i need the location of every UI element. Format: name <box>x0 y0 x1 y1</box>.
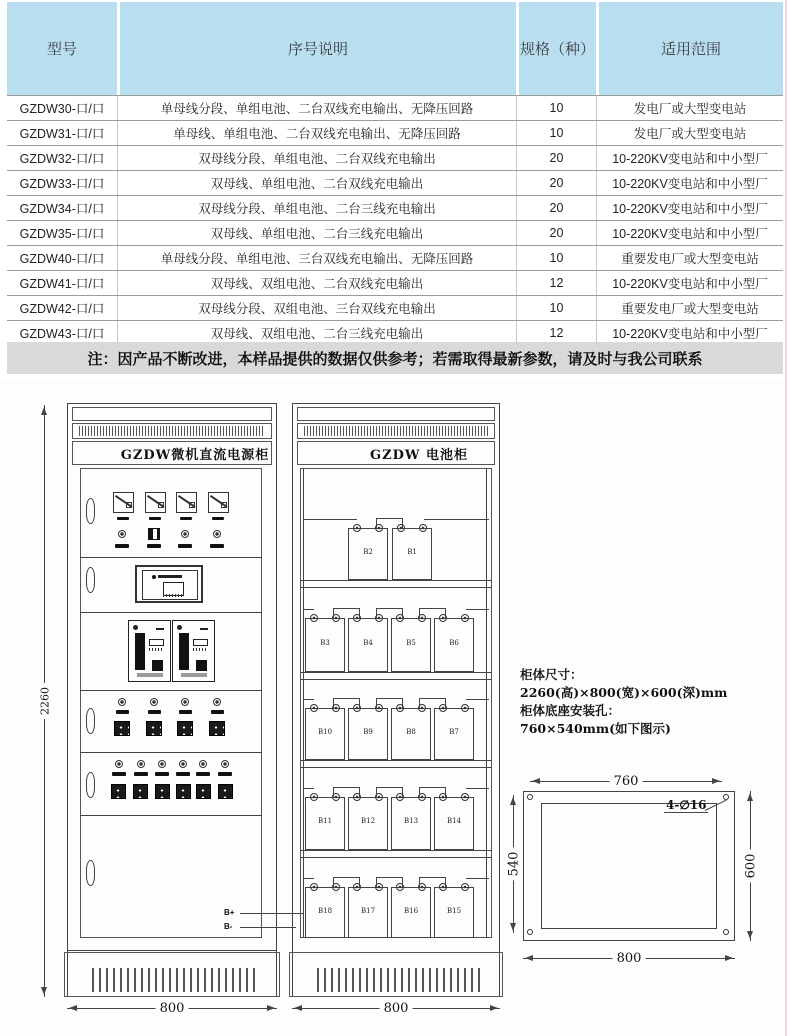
battery-row <box>300 694 492 760</box>
wire-stub <box>466 788 489 789</box>
power-cabinet-vent-grille <box>72 423 272 439</box>
table-row <box>7 220 783 245</box>
battery <box>392 528 432 580</box>
battery-terminal-icon <box>461 793 469 801</box>
indicator-light-icon <box>181 698 189 706</box>
battery-terminal-icon <box>439 793 447 801</box>
battery-shelf <box>300 760 492 768</box>
technical-drawing <box>0 380 790 1036</box>
range-cell: 10-220KV变电站和中小型厂 <box>596 271 783 295</box>
meter-label-bar <box>117 517 129 520</box>
battery <box>348 618 388 672</box>
battery <box>391 618 431 672</box>
indicator-light-icon <box>137 760 145 768</box>
module-display <box>149 639 164 646</box>
label-bar <box>218 772 232 776</box>
battery <box>391 797 431 850</box>
circuit-breaker-icon <box>133 784 148 799</box>
battery-terminal-icon <box>397 524 405 532</box>
battery-label: B12 <box>360 817 376 826</box>
spec-table-header <box>7 2 783 95</box>
label-bar <box>134 772 148 776</box>
desc-cell: 单母线、单组电池、二台双线充电输出、无降压回路 <box>117 121 516 145</box>
table-row <box>7 170 783 195</box>
module-display <box>193 639 208 646</box>
module-block <box>196 660 207 671</box>
range-cell: 10-220KV变电站和中小型厂 <box>596 321 783 345</box>
module-footer-bar <box>181 673 207 677</box>
battery-terminal-icon <box>310 883 318 891</box>
meter-label-bar <box>149 517 161 520</box>
desc-cell: 双母线、单组电池、二台三线充电输出 <box>117 221 516 245</box>
spec-cell: 10 <box>516 296 596 320</box>
monitor-keys <box>163 594 183 597</box>
battery <box>391 708 431 760</box>
wire-stub <box>466 699 489 700</box>
module-heatsink <box>135 633 145 670</box>
terminal-neg-label: B- <box>224 922 233 931</box>
wire-stub <box>466 878 489 879</box>
model-cell: GZDW30-口/口 <box>19 102 105 116</box>
battery-terminal-icon <box>396 614 404 622</box>
spec-cell: 12 <box>516 271 596 295</box>
label-bar <box>210 544 224 548</box>
battery-terminal-icon <box>396 883 404 891</box>
label-bar <box>178 544 192 548</box>
label-bar <box>155 772 169 776</box>
model-cell: GZDW33-口/口 <box>19 177 105 191</box>
base-vent-slats <box>85 966 259 994</box>
range-cell: 重要发电厂或大型变电站 <box>596 296 783 320</box>
battery-terminal-icon <box>419 524 427 532</box>
mount-dim-top-label: 760 <box>610 774 643 789</box>
panel-divider <box>80 815 262 816</box>
label-bar <box>148 710 161 714</box>
analog-meter-icon <box>176 492 197 513</box>
table-row <box>7 270 783 295</box>
battery-terminal-icon <box>310 614 318 622</box>
range-cell: 发电厂或大型变电站 <box>596 121 783 145</box>
width-dimension-left <box>67 1000 277 1016</box>
header-range: 适用范围 <box>596 2 783 95</box>
height-dim-label: 2260 <box>39 683 52 719</box>
battery <box>434 708 474 760</box>
header-description: 序号说明 <box>117 2 516 95</box>
battery-terminal-icon <box>461 614 469 622</box>
model-cell: GZDW43-口/口 <box>19 327 105 341</box>
height-dimension <box>38 405 52 997</box>
battery <box>305 887 345 938</box>
table-row <box>7 95 783 120</box>
module-block <box>152 660 163 671</box>
battery-terminal-icon <box>353 793 361 801</box>
desc-cell: 单母线分段、单组电池、三台双线充电输出、无降压回路 <box>117 246 516 270</box>
battery-terminal-icon <box>396 704 404 712</box>
desc-cell: 双母线分段、单组电池、二台三线充电输出 <box>117 196 516 220</box>
spec-cell: 12 <box>516 321 596 345</box>
indicator-light-icon <box>118 530 126 538</box>
indicator-light-icon <box>118 698 126 706</box>
circuit-breaker-icon <box>209 721 225 736</box>
spec-cell: 10 <box>516 121 596 145</box>
desc-cell: 双母线分段、单组电池、二台双线充电输出 <box>117 146 516 170</box>
battery <box>305 618 345 672</box>
wire-stub <box>303 519 357 520</box>
battery-terminal-icon <box>439 704 447 712</box>
circuit-breaker-icon <box>196 784 211 799</box>
label-bar <box>116 710 129 714</box>
mount-dim-bottom <box>523 950 735 966</box>
wire-stub <box>424 519 489 520</box>
mount-dim-top <box>530 773 722 789</box>
cabinet-specs-text <box>520 666 727 738</box>
battery <box>391 887 431 938</box>
battery <box>434 797 474 850</box>
label-bar <box>112 772 126 776</box>
range-cell: 发电厂或大型变电站 <box>596 96 783 120</box>
mount-hole <box>723 929 729 935</box>
battery-label: B2 <box>363 548 373 556</box>
spec-cell: 10 <box>516 246 596 270</box>
battery-terminal-icon <box>461 883 469 891</box>
meter-label-bar <box>212 517 224 520</box>
label-bar <box>115 544 129 548</box>
battery-label: B13 <box>403 817 419 826</box>
battery <box>434 618 474 672</box>
spec-cell: 20 <box>516 146 596 170</box>
model-cell: GZDW34-口/口 <box>19 202 105 216</box>
battery-label: B5 <box>406 638 416 647</box>
mount-dim-right <box>743 791 759 941</box>
battery-label: B3 <box>320 638 330 647</box>
power-cabinet-top-strip <box>72 407 272 421</box>
battery-terminal-icon <box>353 704 361 712</box>
battery-label: B18 <box>317 906 333 915</box>
label-bar <box>211 710 224 714</box>
battery-shelf <box>300 850 492 858</box>
module-buttons <box>193 648 208 651</box>
mount-dim-left-label: 540 <box>507 848 522 881</box>
model-cell: GZDW35-口/口 <box>19 227 105 241</box>
module-dash <box>200 628 208 630</box>
circuit-breaker-icon <box>111 784 126 799</box>
wire-stub <box>466 609 489 610</box>
indicator-light-icon <box>158 760 166 768</box>
battery-cabinet-vent-grille <box>297 423 495 439</box>
charger-module <box>128 620 171 682</box>
spec-cell: 20 <box>516 196 596 220</box>
meter-label-bar <box>180 517 192 520</box>
mount-inner-rect <box>541 803 717 929</box>
specs-line: 760×540mm(如下图示) <box>520 721 671 736</box>
mount-hole <box>527 794 533 800</box>
battery-row <box>300 514 492 580</box>
label-bar <box>179 710 192 714</box>
circuit-breaker-icon <box>218 784 233 799</box>
circuit-breaker-icon <box>114 721 130 736</box>
module-dash <box>156 628 164 630</box>
mount-hole <box>527 929 533 935</box>
monitor-unit <box>135 565 203 603</box>
model-cell: GZDW41-口/口 <box>19 277 105 291</box>
desc-cell: 双母线、单组电池、二台双线充电输出 <box>117 171 516 195</box>
battery-terminal-icon <box>310 704 318 712</box>
label-bar <box>176 772 190 776</box>
page-edge-line <box>785 0 787 1036</box>
battery-label: B10 <box>317 728 333 736</box>
model-cell: GZDW40-口/口 <box>19 252 105 266</box>
desc-cell: 双母线、双组电池、二台三线充电输出 <box>117 321 516 345</box>
battery-label: B17 <box>360 906 376 915</box>
width-dimension-right <box>292 1000 500 1016</box>
wire-stub <box>303 609 314 610</box>
battery <box>348 797 388 850</box>
range-cell: 10-220KV变电站和中小型厂 <box>596 196 783 220</box>
indicator-light-icon <box>221 760 229 768</box>
mount-dim-right-label: 600 <box>744 850 759 883</box>
battery-shelf <box>300 672 492 680</box>
range-cell: 10-220KV变电站和中小型厂 <box>596 171 783 195</box>
panel-handle <box>86 567 95 593</box>
table-row <box>7 145 783 170</box>
note-bar: 注：因产品不断改进，本样品提供的数据仅供参考；若需取得最新参数，请及时与我公司联系 <box>7 342 783 374</box>
base-vent-slats <box>310 966 482 994</box>
battery <box>348 528 388 580</box>
battery-terminal-icon <box>353 524 361 532</box>
power-cabinet-title: GZDW微机直流电源柜 <box>72 441 272 465</box>
mount-dim-left <box>506 795 522 933</box>
analog-meter-icon <box>145 492 166 513</box>
range-cell: 10-220KV变电站和中小型厂 <box>596 146 783 170</box>
battery-label: B14 <box>446 817 462 826</box>
table-row <box>7 120 783 145</box>
spec-table <box>7 2 783 346</box>
battery-cabinet-top-strip <box>297 407 495 421</box>
battery <box>305 797 345 850</box>
battery-label: B7 <box>449 728 459 736</box>
battery-label: B6 <box>449 638 459 647</box>
battery-shelf <box>300 580 492 588</box>
base-divider <box>67 950 277 951</box>
battery-label: B16 <box>403 906 419 915</box>
charger-module <box>172 620 215 682</box>
selector-switch-icon <box>148 528 160 540</box>
spec-cell: 10 <box>516 96 596 120</box>
monitor-led-icon <box>152 575 156 579</box>
panel-handle <box>86 772 95 798</box>
indicator-light-icon <box>213 698 221 706</box>
table-row <box>7 295 783 320</box>
indicator-light-icon <box>179 760 187 768</box>
panel-divider <box>80 690 262 691</box>
table-row <box>7 195 783 220</box>
battery-row <box>300 783 492 850</box>
terminal-pos-label: B+ <box>224 908 235 917</box>
module-led-icon <box>177 625 182 630</box>
battery-label: B4 <box>363 638 373 647</box>
battery-terminal-icon <box>353 883 361 891</box>
analog-meter-icon <box>113 492 134 513</box>
battery-label: B15 <box>446 906 462 915</box>
battery-row <box>300 604 492 672</box>
width-dim-label: 800 <box>380 1001 413 1016</box>
module-footer-bar <box>137 673 163 677</box>
table-row <box>7 245 783 270</box>
battery-label: B11 <box>317 817 333 826</box>
indicator-light-icon <box>213 530 221 538</box>
battery-row <box>300 873 492 938</box>
mount-holes-label: 4-∅16 <box>666 798 707 812</box>
battery-terminal-icon <box>396 793 404 801</box>
battery-label: B8 <box>406 728 416 736</box>
indicator-light-icon <box>150 698 158 706</box>
battery-terminal-icon <box>439 614 447 622</box>
model-cell: GZDW31-口/口 <box>19 127 105 141</box>
panel-handle <box>86 498 95 524</box>
specs-line: 2260(高)×800(宽)×600(深)mm <box>520 685 728 700</box>
indicator-light-icon <box>115 760 123 768</box>
specs-line: 柜体尺寸： <box>520 667 583 682</box>
battery-terminal-icon <box>439 883 447 891</box>
label-bar <box>147 544 161 548</box>
circuit-breaker-icon <box>155 784 170 799</box>
panel-handle <box>86 708 95 734</box>
battery-terminal-icon <box>310 793 318 801</box>
wire-stub <box>303 699 314 700</box>
battery-terminal-icon <box>461 704 469 712</box>
battery-cabinet-title: GZDW 电池柜 <box>297 441 495 465</box>
width-dim-label: 800 <box>156 1001 189 1016</box>
wire-stub <box>303 878 314 879</box>
range-cell: 重要发电厂或大型变电站 <box>596 246 783 270</box>
desc-cell: 双母线、双组电池、二台双线充电输出 <box>117 271 516 295</box>
battery-label: B9 <box>363 728 373 736</box>
module-buttons <box>149 648 164 651</box>
model-cell: GZDW32-口/口 <box>19 152 105 166</box>
indicator-light-icon <box>181 530 189 538</box>
panel-divider <box>80 557 262 558</box>
spec-cell: 20 <box>516 221 596 245</box>
desc-cell: 双母线分段、双组电池、三台双线充电输出 <box>117 296 516 320</box>
monitor-bezel <box>142 570 198 600</box>
label-bar <box>196 772 210 776</box>
spec-cell: 20 <box>516 171 596 195</box>
monitor-label-strip <box>158 575 182 578</box>
desc-cell: 单母线分段、单组电池、二台双线充电输出、无降压回路 <box>117 96 516 120</box>
module-led-icon <box>133 625 138 630</box>
battery-label: B1 <box>407 548 417 556</box>
spec-table-body <box>7 95 783 346</box>
battery <box>348 708 388 760</box>
circuit-breaker-icon <box>146 721 162 736</box>
analog-meter-icon <box>208 492 229 513</box>
range-cell: 10-220KV变电站和中小型厂 <box>596 221 783 245</box>
header-model: 型号 <box>46 41 77 58</box>
circuit-breaker-icon <box>177 721 193 736</box>
specs-line: 柜体底座安装孔： <box>520 703 621 718</box>
model-cell: GZDW42-口/口 <box>19 302 105 316</box>
battery <box>305 708 345 760</box>
panel-handle <box>86 860 95 886</box>
panel-divider <box>80 752 262 753</box>
terminal-wire <box>240 927 296 928</box>
mount-dim-bottom-label: 800 <box>613 951 646 966</box>
panel-divider <box>80 612 262 613</box>
indicator-light-icon <box>199 760 207 768</box>
wire-stub <box>303 788 314 789</box>
battery-terminal-icon <box>353 614 361 622</box>
header-spec: 规格（种） <box>516 2 596 95</box>
battery <box>434 887 474 938</box>
battery <box>348 887 388 938</box>
power-cabinet-body <box>80 468 262 938</box>
module-heatsink <box>179 633 189 670</box>
circuit-breaker-icon <box>176 784 191 799</box>
